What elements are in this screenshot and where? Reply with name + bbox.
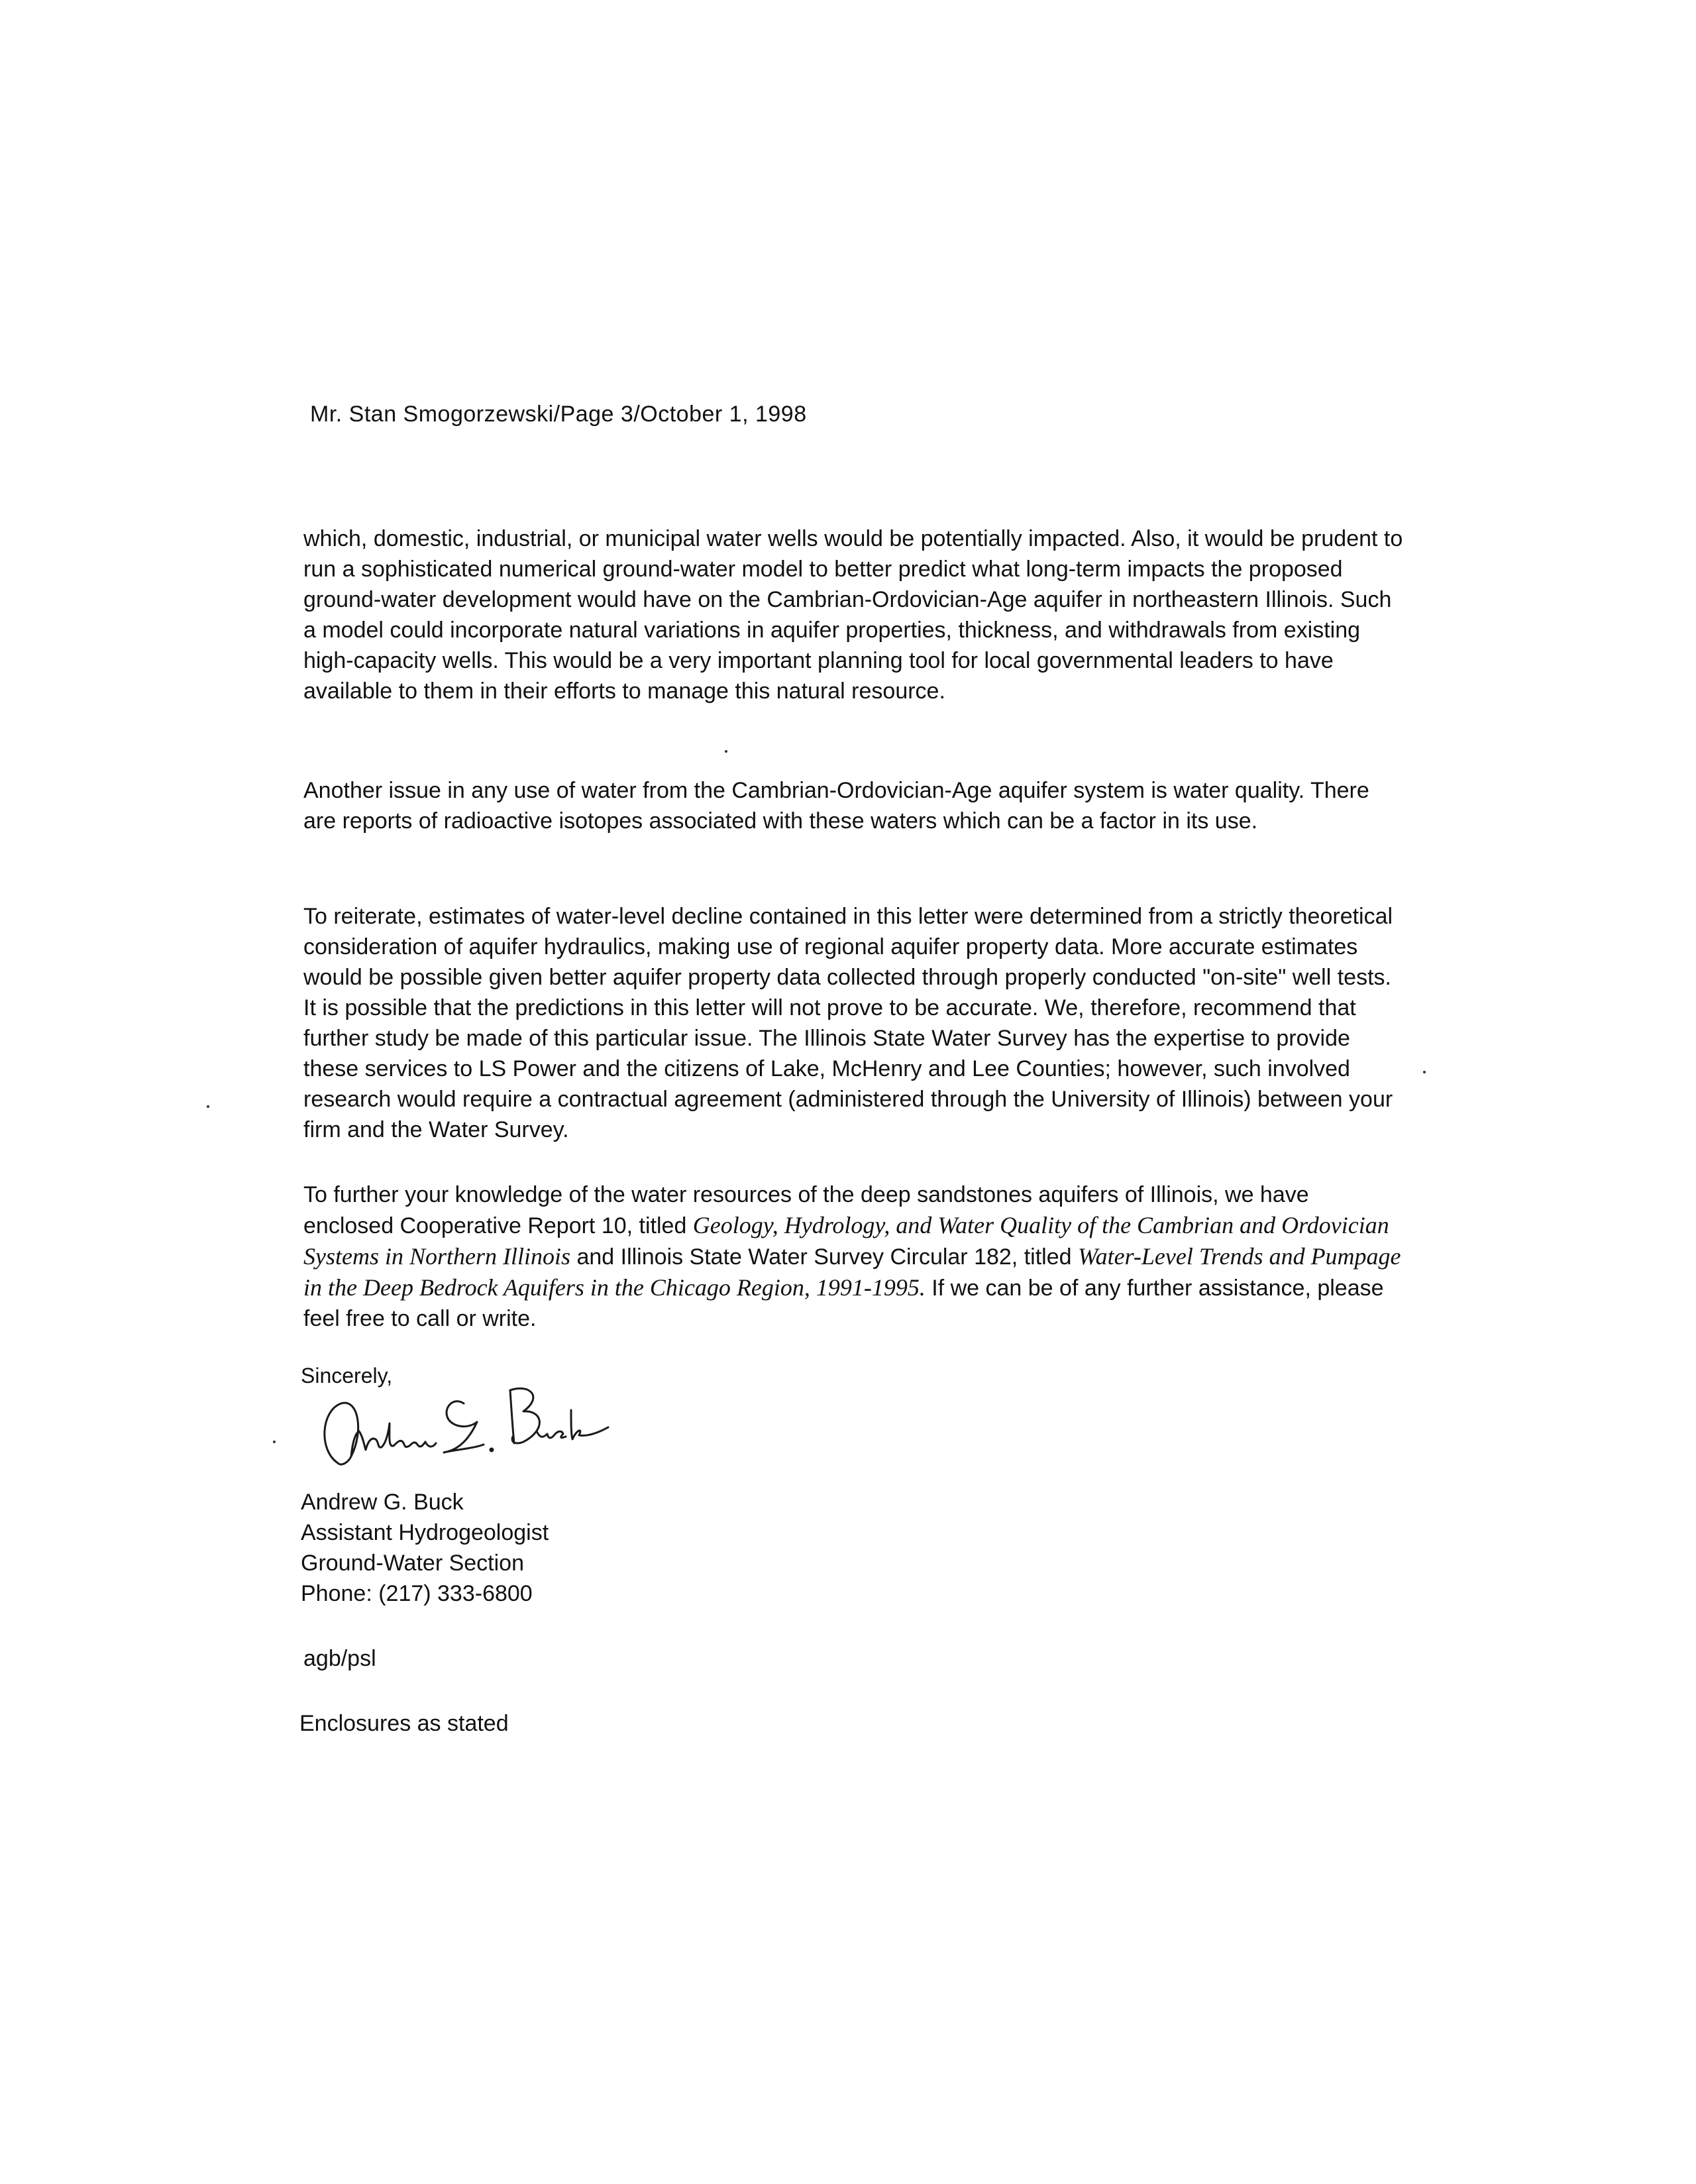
closing-salutation: Sincerely, bbox=[301, 1364, 393, 1388]
report-title: Geology, Hydrology, and Water Quality of the Cambrian and Ordovician Systems in Northern Illinois bbox=[303, 1212, 1389, 1270]
paragraph-1: which, domestic, industrial, or municipal water wells would be potentially impacted. Also, it would be prudent to run a sophisticated numerical ground-water model to better predict what long-term impacts the proposed ground-water development would have on the Cambrian-Ordovician-Age aquifer in northeastern Illinois. Such a model could incorporate natural variations in aquifer properties, thickness, and withdrawals from existing high-capacity wells. This would be a very important planning tool for local governmental leaders to have available to them in their efforts to manage this natural resource. bbox=[303, 526, 1403, 704]
paragraph-4-end: If we can be of any further assistance, please feel free to call or write. bbox=[303, 1276, 1384, 1331]
handwritten-signature bbox=[311, 1370, 656, 1483]
paragraph-4-start: To further your knowledge of the water resources of the deep sandstones aquifers of Illinois, we have enclosed Cooperative Report 10, titled bbox=[303, 1182, 1309, 1238]
signature-block bbox=[301, 1487, 549, 1609]
paragraph-2: Another issue in any use of water from the Cambrian-Ordovician-Age aquifer system is water quality. There are reports of radioactive isotopes associated with these waters which can be a factor in its use. bbox=[303, 778, 1369, 834]
scan-speck bbox=[1423, 1071, 1426, 1073]
enclosures-note: Enclosures as stated bbox=[299, 1711, 509, 1736]
signer-name: Andrew G. Buck bbox=[301, 1490, 464, 1515]
scan-speck bbox=[725, 750, 727, 753]
paragraph-4 bbox=[303, 1179, 1403, 1334]
scan-speck bbox=[207, 1105, 209, 1108]
paragraph-3: To reiterate, estimates of water-level decline contained in this letter were determined from a strictly theoretical consideration of aquifer hydraulics, making use of regional aquifer property data. More accurate estimates would be possible given better aquifer property data collected through properly conducted "on-site" well tests. It is possible that the predictions in this letter will not prove to be accurate. We, therefore, recommend that further study be made of this particular issue. The Illinois State Water Survey has the expertise to provide these services to LS Power and the citizens of Lake, McHenry and Lee Counties; however, such involved research would require a contractual agreement (administered through the University of Illinois) between your firm and the Water Survey. bbox=[303, 904, 1393, 1142]
signer-phone: Phone: (217) 333-6800 bbox=[301, 1581, 533, 1606]
paragraph-4-middle: and Illinois State Water Survey Circular 182, titled bbox=[570, 1244, 1078, 1270]
signer-section: Ground-Water Section bbox=[301, 1551, 524, 1576]
page-header: Mr. Stan Smogorzewski/Page 3/October 1, 1998 bbox=[310, 402, 807, 427]
scan-speck bbox=[273, 1441, 276, 1443]
typist-initials: agb/psl bbox=[303, 1646, 376, 1671]
circular-title: Water-Level Trends and Pumpage in the Deep Bedrock Aquifers in the Chicago Region, 1991-1995. bbox=[303, 1243, 1401, 1301]
signer-title: Assistant Hydrogeologist bbox=[301, 1520, 549, 1545]
